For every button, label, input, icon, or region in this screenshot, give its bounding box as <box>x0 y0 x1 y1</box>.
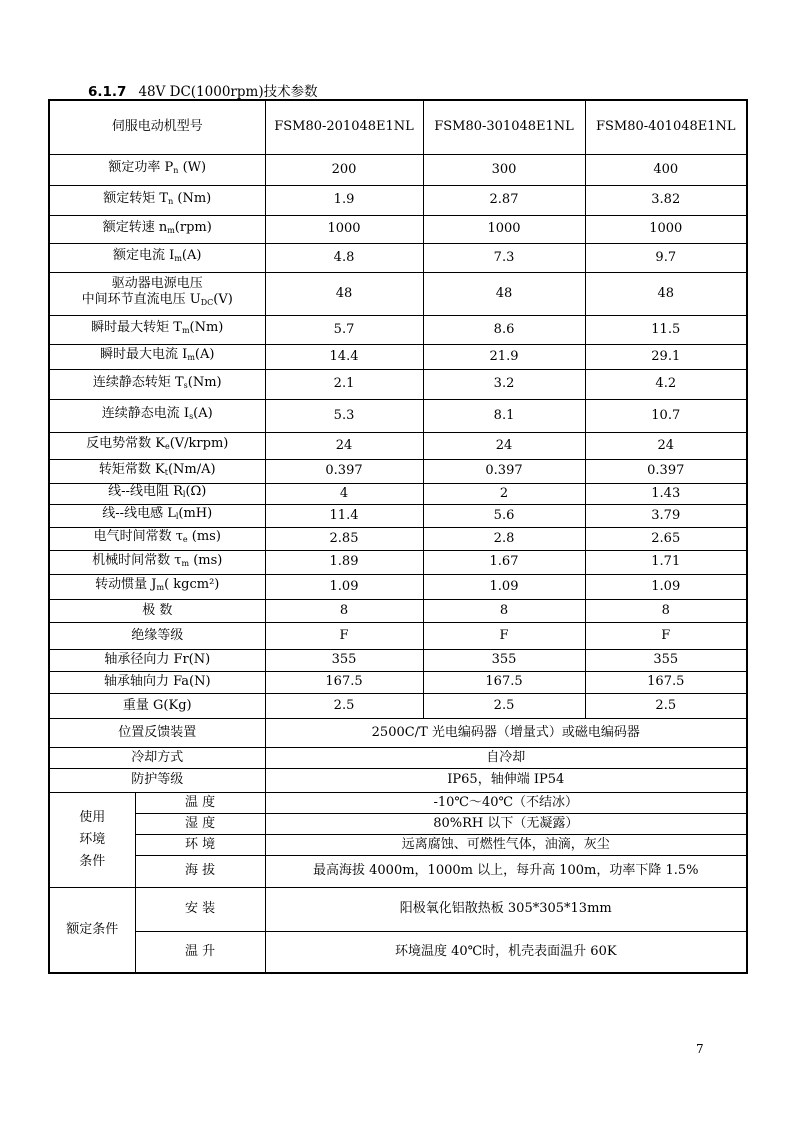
spec-row <box>49 550 747 574</box>
model-header-row <box>49 100 747 154</box>
param-unit: (ms) <box>189 552 223 568</box>
environment-item-value: -10℃～40℃（不结冰） <box>265 792 747 813</box>
param-value: 2.5 <box>585 693 747 718</box>
param-unit: (Nm) <box>173 190 212 206</box>
param-unit: (V) <box>213 292 233 307</box>
common-value: IP65，轴伸端 IP54 <box>265 768 747 792</box>
param-name: 反电势常数 K <box>86 436 165 451</box>
param-name: 连续静态电流 I <box>101 406 190 421</box>
param-value: 9.7 <box>585 243 747 272</box>
param-subscript: l <box>182 490 186 499</box>
param-value: 48 <box>423 272 585 315</box>
param-label <box>49 154 265 185</box>
param-value: 11.4 <box>265 504 423 527</box>
param-value: 355 <box>585 649 747 671</box>
param-label <box>49 483 265 504</box>
param-value: 1.67 <box>423 550 585 574</box>
spec-row <box>49 622 747 649</box>
environment-item-value: 80%RH 以下（无凝露） <box>265 813 747 834</box>
spec-row <box>49 432 747 459</box>
section-number: 6.1.7 <box>88 84 127 100</box>
param-unit: (rpm) <box>174 219 212 235</box>
spec-row <box>49 399 747 432</box>
environment-group-label: 使用 环境 条件 <box>49 792 135 887</box>
param-value: 2.5 <box>265 693 423 718</box>
param-value: 5.6 <box>423 504 585 527</box>
param-label <box>49 527 265 550</box>
param-value: 300 <box>423 154 585 185</box>
model-name-3: FSM80-401048E1NL <box>585 100 747 154</box>
spec-row <box>49 527 747 550</box>
environment-row <box>49 792 747 813</box>
param-name: 线--线电阻 R <box>108 484 183 499</box>
param-subscript: m <box>156 583 165 592</box>
param-unit: (mH) <box>178 506 213 521</box>
param-label <box>49 574 265 599</box>
param-name: 额定转速 n <box>102 219 168 235</box>
param-value: 1.09 <box>265 574 423 599</box>
param-subscript: e <box>164 442 170 451</box>
rated-row <box>49 887 747 931</box>
param-name: 转矩常数 K <box>98 461 165 477</box>
environment-item-value: 最高海拔 4000m，1000m 以上，每升高 100m，功率下降 1.5% <box>265 855 747 887</box>
param-name: 重量 G(Kg) <box>122 697 192 713</box>
param-name: 瞬时最大转矩 T <box>91 320 182 335</box>
param-label <box>49 243 265 272</box>
common-label: 冷却方式 <box>49 747 265 768</box>
common-row <box>49 768 747 792</box>
spec-row <box>49 693 747 718</box>
param-value: 1.9 <box>265 185 423 215</box>
param-label <box>49 599 265 622</box>
param-label <box>49 459 265 483</box>
param-value: 200 <box>265 154 423 185</box>
environment-item-label: 环 境 <box>135 834 265 855</box>
param-value: 48 <box>585 272 747 315</box>
param-label <box>49 399 265 432</box>
param-unit: (ms) <box>187 529 221 544</box>
spec-row <box>49 154 747 185</box>
spec-table <box>48 99 748 974</box>
param-value: F <box>585 622 747 649</box>
rated-item-label: 温 升 <box>135 931 265 973</box>
param-value: 5.3 <box>265 399 423 432</box>
page-number: 7 <box>696 1042 704 1056</box>
param-unit: (A) <box>193 406 213 421</box>
param-value: 2.8 <box>423 527 585 550</box>
param-name: 轴承轴向力 Fa(N) <box>103 674 211 689</box>
param-value: 1.71 <box>585 550 747 574</box>
rated-item-label: 安 装 <box>135 887 265 931</box>
param-name: 驱动器电源电压 中间环节直流电压 U <box>81 276 203 307</box>
param-name: 机械时间常数 τ <box>92 552 182 568</box>
param-value: 2.5 <box>423 693 585 718</box>
param-value: 1.09 <box>423 574 585 599</box>
param-subscript: m <box>181 326 190 335</box>
environment-item-value: 远离腐蚀、可燃性气体，油滴，灰尘 <box>265 834 747 855</box>
param-value: 7.3 <box>423 243 585 272</box>
param-value: 1.43 <box>585 483 747 504</box>
spec-row <box>49 185 747 215</box>
param-value: 167.5 <box>423 671 585 693</box>
spec-row <box>49 599 747 622</box>
param-value: 8.1 <box>423 399 585 432</box>
spec-row <box>49 504 747 527</box>
spec-row <box>49 272 747 315</box>
param-value: 0.397 <box>265 459 423 483</box>
param-value: 5.7 <box>265 315 423 344</box>
param-subscript: l <box>175 512 179 521</box>
param-value: 167.5 <box>265 671 423 693</box>
spec-row <box>49 315 747 344</box>
param-value: 3.79 <box>585 504 747 527</box>
environment-row <box>49 834 747 855</box>
param-label <box>49 315 265 344</box>
param-label <box>49 185 265 215</box>
param-value: F <box>423 622 585 649</box>
param-value: 3.82 <box>585 185 747 215</box>
param-subscript: n <box>168 196 174 206</box>
param-name: 绝缘等级 <box>131 627 184 643</box>
param-name: 轴承径向力 Fr(N) <box>104 652 211 667</box>
environment-item-label: 湿 度 <box>135 813 265 834</box>
param-value: 1000 <box>423 215 585 243</box>
param-value: 48 <box>265 272 423 315</box>
param-value: 24 <box>423 432 585 459</box>
param-label <box>49 550 265 574</box>
spec-row <box>49 649 747 671</box>
param-value: 2.87 <box>423 185 585 215</box>
param-label <box>49 344 265 369</box>
param-label <box>49 272 265 315</box>
param-unit: (Nm) <box>187 374 222 390</box>
spec-row <box>49 574 747 599</box>
common-row <box>49 747 747 768</box>
param-label <box>49 215 265 243</box>
param-unit: (W) <box>178 160 207 175</box>
param-name: 转动惯量 J <box>95 577 157 592</box>
common-label: 位置反馈装置 <box>49 718 265 747</box>
param-label <box>49 693 265 718</box>
param-value: 2 <box>423 483 585 504</box>
param-value: 8 <box>585 599 747 622</box>
param-unit: (A) <box>181 248 202 263</box>
environment-item-label: 温 度 <box>135 792 265 813</box>
param-unit: (V/krpm) <box>169 436 229 451</box>
param-unit: (A) <box>194 347 215 362</box>
param-value: 21.9 <box>423 344 585 369</box>
rated-group-label: 额定条件 <box>49 887 135 973</box>
param-unit: (Nm) <box>189 320 224 335</box>
param-name: 线--线电感 L <box>102 506 176 521</box>
param-value: 4.2 <box>585 369 747 399</box>
param-value: 11.5 <box>585 315 747 344</box>
param-name: 连续静态转矩 T <box>92 374 184 390</box>
param-name: 额定功率 P <box>108 160 174 175</box>
section-title: 48V DC(1000rpm)技术参数 <box>138 84 318 100</box>
param-subscript: n <box>173 166 179 175</box>
param-subscript: s <box>183 380 188 390</box>
spec-row <box>49 344 747 369</box>
param-name: 极 数 <box>142 602 173 618</box>
param-value: 355 <box>423 649 585 671</box>
param-name: 额定电流 I <box>113 248 175 263</box>
param-value: 1.89 <box>265 550 423 574</box>
spec-row <box>49 483 747 504</box>
rated-row <box>49 931 747 973</box>
param-label <box>49 504 265 527</box>
spec-row <box>49 671 747 693</box>
param-subscript: m <box>167 225 175 235</box>
param-label <box>49 369 265 399</box>
param-value: 24 <box>585 432 747 459</box>
model-header-label: 伺服电动机型号 <box>49 100 265 154</box>
param-value: 2.85 <box>265 527 423 550</box>
param-subscript: t <box>164 467 168 477</box>
environment-item-label: 海 拔 <box>135 855 265 887</box>
param-subscript: e <box>182 535 188 544</box>
param-value: 1.09 <box>585 574 747 599</box>
param-subscript: m <box>174 254 182 263</box>
param-unit: (Nm/A) <box>167 461 216 477</box>
spec-row <box>49 215 747 243</box>
spec-table-body <box>49 100 747 973</box>
param-value: 3.2 <box>423 369 585 399</box>
param-value: 1000 <box>585 215 747 243</box>
model-name-2: FSM80-301048E1NL <box>423 100 585 154</box>
param-value: 2.65 <box>585 527 747 550</box>
param-name: 电气时间常数 τ <box>93 529 183 544</box>
environment-row <box>49 855 747 887</box>
param-subscript: s <box>189 412 194 421</box>
param-label <box>49 649 265 671</box>
param-value: 400 <box>585 154 747 185</box>
param-label <box>49 432 265 459</box>
param-subscript: m <box>187 353 195 362</box>
common-value: 2500C/T 光电编码器（增量式）或磁电编码器 <box>265 718 747 747</box>
param-unit: ( kgcm²) <box>164 577 220 592</box>
param-value: 0.397 <box>585 459 747 483</box>
common-label: 防护等级 <box>49 768 265 792</box>
param-value: 29.1 <box>585 344 747 369</box>
spec-row <box>49 369 747 399</box>
spec-row <box>49 459 747 483</box>
param-subscript: DC <box>200 298 214 307</box>
common-value: 自冷却 <box>265 747 747 768</box>
param-value: 8 <box>265 599 423 622</box>
model-name-1: FSM80-201048E1NL <box>265 100 423 154</box>
param-value: 2.1 <box>265 369 423 399</box>
param-label <box>49 622 265 649</box>
section-heading <box>88 80 318 100</box>
param-value: 355 <box>265 649 423 671</box>
param-label <box>49 671 265 693</box>
rated-item-value: 环境温度 40℃时，机壳表面温升 60K <box>265 931 747 973</box>
param-value: 8 <box>423 599 585 622</box>
param-value: 10.7 <box>585 399 747 432</box>
param-value: 0.397 <box>423 459 585 483</box>
param-unit: (Ω) <box>185 484 207 499</box>
param-name: 额定转矩 T <box>103 190 169 206</box>
param-subscript: m <box>181 558 190 568</box>
param-value: 4.8 <box>265 243 423 272</box>
param-name: 瞬时最大电流 I <box>100 347 188 362</box>
rated-item-value: 阳极氧化铝散热板 305*305*13mm <box>265 887 747 931</box>
environment-row <box>49 813 747 834</box>
spec-row <box>49 243 747 272</box>
param-value: 24 <box>265 432 423 459</box>
param-value: F <box>265 622 423 649</box>
param-value: 4 <box>265 483 423 504</box>
param-value: 14.4 <box>265 344 423 369</box>
param-value: 8.6 <box>423 315 585 344</box>
common-row <box>49 718 747 747</box>
param-value: 1000 <box>265 215 423 243</box>
param-value: 167.5 <box>585 671 747 693</box>
